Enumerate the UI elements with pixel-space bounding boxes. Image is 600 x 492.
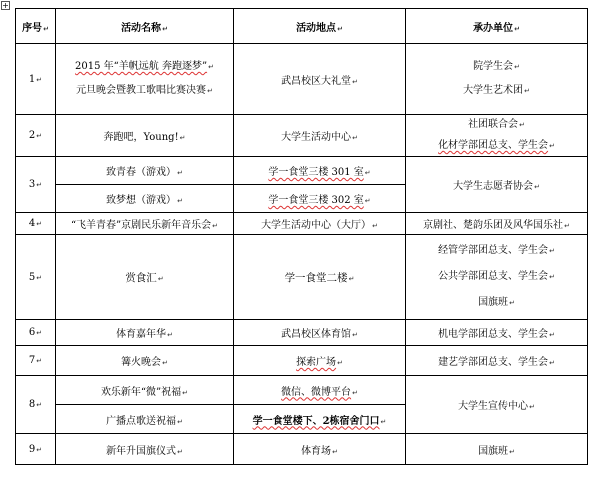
- organizer-text: 大学生艺术团: [463, 85, 524, 96]
- organizer-cell: [406, 376, 588, 434]
- organizer-text: 经管学部团总支、学生会: [438, 245, 549, 256]
- para-mark: ↵: [36, 181, 43, 189]
- activity-name-text: 致梦想（游戏）: [106, 195, 177, 206]
- header-no-text: 序号: [22, 22, 43, 34]
- activity-name-text: 赏食汇: [125, 271, 157, 284]
- row-number: [16, 346, 56, 376]
- activity-name-line: [60, 60, 229, 74]
- para-mark: ↵: [157, 274, 164, 283]
- row-number: [16, 115, 56, 157]
- para-mark: ↵: [36, 445, 43, 454]
- activity-place-cell: [234, 157, 406, 185]
- para-mark: ↵: [162, 24, 168, 33]
- activity-place-cell: [234, 346, 406, 376]
- table-row: [16, 320, 588, 346]
- activity-table: [15, 8, 588, 465]
- para-mark: ↵: [352, 134, 358, 142]
- header-org-text: 承办单位: [473, 22, 514, 34]
- para-mark: ↵: [524, 87, 530, 95]
- header-place-text: 活动地点: [296, 22, 337, 34]
- activity-name-cell: [56, 405, 234, 434]
- row-number: [16, 235, 56, 320]
- para-mark: ↵: [549, 331, 555, 339]
- para-mark: ↵: [337, 24, 343, 33]
- row-number-text: 1: [28, 73, 36, 85]
- table-row: [16, 346, 588, 376]
- table-row: [16, 376, 588, 405]
- row-number: [16, 157, 56, 213]
- row-number: [16, 320, 56, 346]
- para-mark: ↵: [177, 447, 183, 456]
- row-number-text: 3: [28, 179, 36, 190]
- table-row: [16, 44, 588, 115]
- activity-name-text: “飞羊青春”京剧民乐新年音乐会: [70, 220, 212, 231]
- organizer-line: [410, 84, 583, 98]
- activity-name-line: [60, 84, 229, 98]
- para-mark: ↵: [162, 359, 168, 367]
- activity-place-cell: [234, 213, 406, 235]
- para-mark: ↵: [36, 220, 43, 228]
- para-mark: ↵: [36, 273, 43, 282]
- activity-name-text: 欢乐新年“微”祝福: [100, 386, 182, 398]
- para-mark: ↵: [43, 24, 49, 33]
- activity-place-text: 探索广场: [296, 357, 337, 368]
- activity-name-cell: [56, 157, 234, 185]
- para-mark: ↵: [167, 331, 173, 339]
- organizer-line: [410, 60, 583, 74]
- para-mark: ↵: [182, 388, 189, 397]
- activity-name-cell: [56, 434, 234, 465]
- para-mark: ↵: [364, 169, 371, 177]
- organizer-line: [410, 139, 583, 153]
- activity-place-text: 大学生活动中心: [281, 132, 352, 143]
- activity-name-text: 奔跑吧，Young!: [103, 132, 179, 143]
- organizer-text: 院学生会: [473, 61, 514, 72]
- organizer-cell: [406, 157, 588, 213]
- para-mark: ↵: [348, 274, 355, 283]
- organizer-line: [410, 118, 583, 132]
- para-mark: ↵: [177, 169, 183, 177]
- para-mark: ↵: [36, 329, 43, 337]
- table-row: [16, 115, 588, 157]
- row-number-text: 5: [28, 271, 36, 283]
- activity-place-cell: [234, 115, 406, 157]
- activity-name-text: 致青春（游戏）: [106, 167, 177, 178]
- para-mark: ↵: [534, 183, 540, 191]
- para-mark: ↵: [352, 77, 358, 86]
- para-mark: ↵: [549, 247, 555, 255]
- para-mark: ↵: [177, 197, 183, 205]
- activity-name-text: 篝火晚会: [121, 357, 162, 368]
- organizer-text: 国旗班: [478, 297, 509, 308]
- row-number: [16, 376, 56, 434]
- header-name-text: 活动名称: [121, 22, 162, 34]
- organizer-text: 京剧社、楚韵乐团及风华国乐社: [423, 220, 564, 231]
- row-number-text: 4: [28, 218, 36, 229]
- organizer-cell: [406, 320, 588, 346]
- para-mark: ↵: [208, 63, 214, 71]
- organizer-cell: [406, 434, 588, 465]
- para-mark: ↵: [509, 299, 515, 307]
- organizer-text: 化材学部团总支、学生会: [438, 140, 549, 151]
- table-row: [16, 157, 588, 185]
- para-mark: ↵: [207, 87, 213, 95]
- activity-name-cell: [56, 346, 234, 376]
- row-number-text: 2: [28, 130, 36, 141]
- para-mark: ↵: [529, 403, 535, 411]
- activity-place-text: 学一食堂三楼 301 室: [268, 167, 364, 178]
- activity-place-text: 体育场: [301, 445, 332, 457]
- organizer-text: 建艺学部团总支、学生会: [438, 357, 549, 368]
- activity-name-cell: [56, 213, 234, 235]
- organizer-text: 大学生志愿者协会: [453, 181, 534, 192]
- row-number: [16, 44, 56, 115]
- row-number-text: 6: [28, 327, 36, 338]
- activity-place-cell: [234, 320, 406, 346]
- organizer-line: [410, 270, 583, 284]
- table-header-row: [16, 9, 588, 44]
- activity-name-text: 2015 年“羊帆远航 奔跑逐梦”: [75, 61, 208, 72]
- organizer-line: [410, 244, 583, 258]
- activity-place-cell: [234, 235, 406, 320]
- activity-name-text: 新年升国旗仪式: [106, 445, 177, 457]
- para-mark: ↵: [549, 359, 555, 367]
- activity-place-text: 武昌校区体育馆: [281, 329, 352, 340]
- activity-place-text: 学一食堂三楼 302 室: [268, 195, 364, 206]
- activity-place-cell: [234, 434, 406, 465]
- row-number: [16, 434, 56, 465]
- activity-place-text: 大学生活动中心（大厅）: [261, 220, 372, 231]
- organizer-text: 大学生宣传中心: [458, 401, 529, 412]
- para-mark: ↵: [514, 63, 520, 71]
- activity-place-text: 学一食堂二楼: [284, 271, 348, 284]
- para-mark: ↵: [549, 142, 555, 150]
- header-place: [234, 9, 406, 44]
- para-mark: ↵: [332, 447, 338, 456]
- row-number-text: 7: [28, 355, 36, 366]
- organizer-cell: [406, 235, 588, 320]
- row-number: [16, 213, 56, 235]
- organizer-text: 国旗班: [478, 445, 509, 457]
- para-mark: ↵: [380, 417, 387, 426]
- para-mark: ↵: [564, 222, 570, 230]
- para-mark: ↵: [36, 357, 43, 365]
- header-org: [406, 9, 588, 44]
- organizer-cell: [406, 44, 588, 115]
- activity-place-text: 学一食堂楼下、2栋宿舍门口: [252, 415, 380, 427]
- activity-place-cell: [234, 185, 406, 213]
- organizer-text: 公共学部团总支、学生会: [438, 271, 549, 282]
- activity-name-cell: [56, 115, 234, 157]
- activity-place-cell: [234, 376, 406, 405]
- table-row: [16, 434, 588, 465]
- activity-name-text: 体育嘉年华: [116, 329, 167, 340]
- para-mark: ↵: [509, 447, 515, 456]
- para-mark: ↵: [519, 121, 525, 129]
- activity-name-cell: [56, 185, 234, 213]
- para-mark: ↵: [549, 273, 555, 281]
- activity-name-cell: [56, 44, 234, 115]
- para-mark: ↵: [364, 197, 371, 205]
- header-no: [16, 9, 56, 44]
- activity-place-text: 武昌校区大礼堂: [281, 75, 352, 87]
- para-mark: ↵: [179, 134, 186, 142]
- para-mark: ↵: [352, 388, 358, 397]
- organizer-line: [410, 296, 583, 310]
- activity-place-text: 微信、微博平台: [281, 386, 352, 398]
- para-mark: ↵: [36, 75, 43, 84]
- activity-name-cell: [56, 320, 234, 346]
- activity-name-cell: [56, 376, 234, 405]
- organizer-cell: [406, 213, 588, 235]
- table-row: [16, 213, 588, 235]
- activity-place-cell: [234, 44, 406, 115]
- organizer-cell: [406, 346, 588, 376]
- para-mark: ↵: [372, 222, 378, 230]
- table-move-handle[interactable]: +: [2, 1, 9, 10]
- para-mark: ↵: [337, 359, 343, 367]
- row-number-text: 9: [28, 443, 36, 455]
- para-mark: ↵: [177, 417, 183, 426]
- para-mark: ↵: [212, 222, 219, 230]
- activity-place-cell: [234, 405, 406, 434]
- organizer-text: 机电学部团总支、学生会: [438, 329, 549, 340]
- header-name: [56, 9, 234, 44]
- activity-name-text: 广播点歌送祝福: [106, 415, 177, 427]
- organizer-cell: [406, 115, 588, 157]
- table-row: [16, 235, 588, 320]
- para-mark: ↵: [36, 401, 43, 409]
- organizer-text: 社团联合会: [468, 119, 519, 130]
- activity-name-text: 元旦晚会暨教工歌唱比赛决赛: [76, 85, 207, 96]
- row-number-text: 8: [28, 399, 36, 410]
- para-mark: ↵: [514, 24, 520, 33]
- activity-name-cell: [56, 235, 234, 320]
- para-mark: ↵: [36, 132, 43, 140]
- para-mark: ↵: [352, 331, 358, 339]
